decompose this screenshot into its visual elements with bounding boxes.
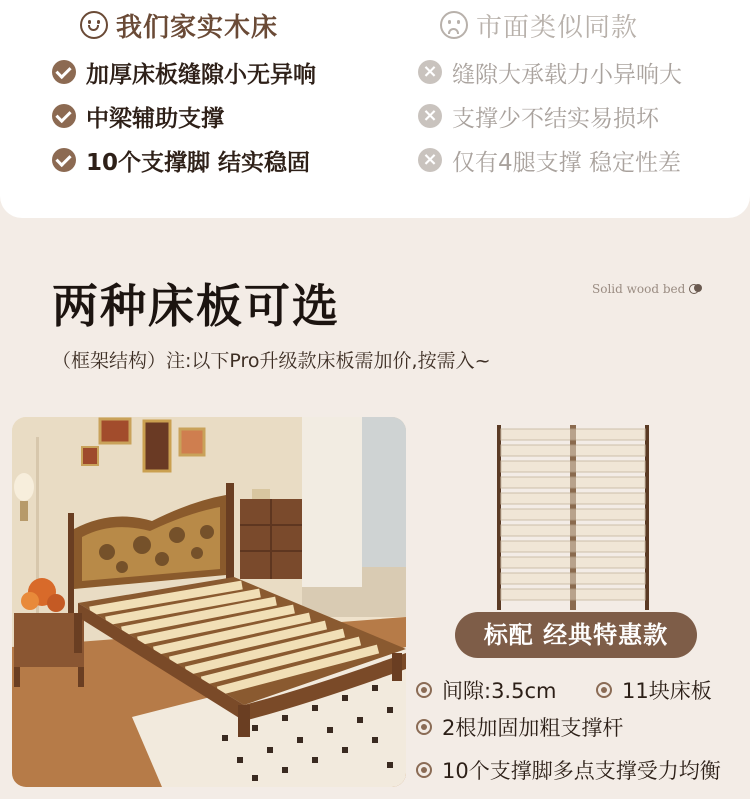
ours-item xyxy=(52,138,316,182)
market-item xyxy=(418,138,682,182)
ours-title: 我们家实木床 xyxy=(116,12,279,43)
feature-item xyxy=(596,675,712,705)
ours-item-text: 10个支撑脚 结实稳固 xyxy=(86,149,311,176)
check-icon xyxy=(52,148,76,172)
dots-icon xyxy=(689,284,699,294)
market-item xyxy=(418,94,682,138)
ours-heading xyxy=(80,0,316,50)
slat-board-illustration xyxy=(497,425,649,610)
bullet-icon xyxy=(416,762,432,778)
market-item xyxy=(418,50,682,94)
section-title: 两种床板可选 xyxy=(52,279,340,333)
ours-item xyxy=(52,50,316,94)
section-tag-text: Solid wood bed xyxy=(592,282,686,296)
happy-face-icon xyxy=(80,11,108,39)
feature-text: 11块床板 xyxy=(622,679,712,703)
ours-item-text: 中梁辅助支撑 xyxy=(86,105,224,132)
cross-icon: × xyxy=(418,104,442,128)
cross-icon: × xyxy=(418,60,442,84)
bed-photo xyxy=(12,417,406,787)
bullet-icon xyxy=(596,682,612,698)
feature-text: 2根加固加粗支撑杆 xyxy=(442,716,624,740)
feature-item xyxy=(416,712,623,742)
check-icon xyxy=(52,60,76,84)
feature-item xyxy=(416,755,721,785)
ours-item xyxy=(52,94,316,138)
market-item-text: 仅有4腿支撑 稳定性差 xyxy=(452,149,681,176)
bullet-icon xyxy=(416,682,432,698)
market-column xyxy=(418,0,682,182)
market-item-text: 支撑少不结实易损坏 xyxy=(452,105,659,132)
check-icon xyxy=(52,104,76,128)
ours-column xyxy=(52,0,316,182)
bed-illustration xyxy=(12,417,406,787)
sad-face-icon xyxy=(440,11,468,39)
market-item-text: 缝隙大承载力小异响大 xyxy=(452,61,682,88)
cross-icon: × xyxy=(418,148,442,172)
slat-board-diagram xyxy=(497,425,649,614)
bullet-icon xyxy=(416,719,432,735)
comparison-card xyxy=(0,0,750,218)
market-title: 市面类似同款 xyxy=(476,12,639,43)
feature-text: 10个支撑脚多点支撑受力均衡 xyxy=(442,759,721,783)
section-subtitle: （框架结构）注:以下Pro升级款床板需加价,按需入~ xyxy=(52,350,491,372)
feature-text: 间隙:3.5cm xyxy=(442,679,557,703)
section-tag xyxy=(592,282,699,296)
feature-item xyxy=(416,675,556,705)
standard-edition-badge: 标配 经典特惠款 xyxy=(455,612,697,658)
market-heading xyxy=(440,0,682,50)
ours-item-text: 加厚床板缝隙小无异响 xyxy=(86,61,316,88)
